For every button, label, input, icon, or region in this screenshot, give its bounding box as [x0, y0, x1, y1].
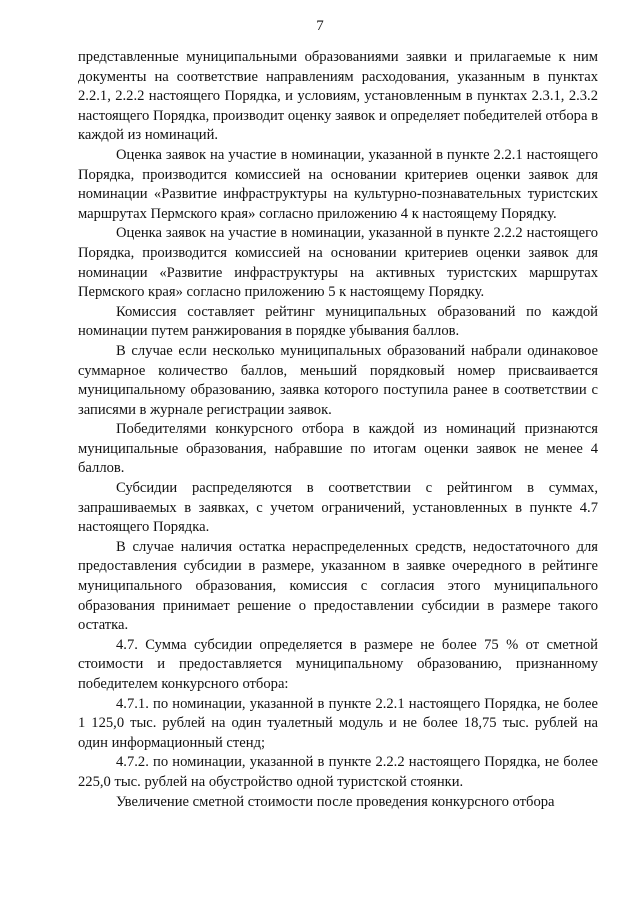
- paragraph-equal-scores: В случае если несколько муниципальных образований набрали одинаковое суммарное количество баллов, меньший порядковый номер присваивается муниципальному образованию, заявка которого поступила ранее в соответствии с записями в журнале регистрации заявок.: [78, 342, 598, 418]
- paragraph-4-7-1: 4.7.1. по номинации, указанной в пункте 2.2.1 настоящего Порядка, не более 1 125,0 тыс. рублей на один туалетный модуль и не более 18,75 тыс. рублей на один информационный стенд;: [78, 695, 598, 751]
- paragraph-4-7-2: 4.7.2. по номинации, указанной в пункте 2.2.2 настоящего Порядка, не более 225,0 тыс. рублей на обустройство одной туристской стоянки.: [78, 754, 598, 790]
- paragraph-commission-rating: Комиссия составляет рейтинг муниципальных образований по каждой номинации путем ранжирования в порядке убывания баллов.: [78, 303, 598, 340]
- document-body: [78, 48, 598, 812]
- paragraph-winners: Победителями конкурсного отбора в каждой из номинаций признаются муниципальные образования, набравшие по итогам оценки заявок не менее 4 баллов.: [78, 421, 598, 477]
- paragraph-continuation: представленные муниципальными образованиями заявки и прилагаемые к ним документы на соответствие направлениям расходования, указанным в пунктах 2.2.1, 2.2.2 настоящего Порядка, и условиям, установленным в пунктах 2.3.1, 2.3.2 настоящего Порядка, производит оценку заявок и определяет победителей отбора в каждой из номинаций.: [78, 49, 598, 144]
- paragraph-remaining-funds: В случае наличия остатка нераспределенных средств, недостаточного для предоставления субсидии в размере, указанном в заявке очередного в рейтинге муниципального образования, комиссия с согласия этого муниципального образования принимает решение о предоставлении субсидии в размере такого остатка.: [78, 538, 598, 634]
- paragraph-evaluation-nomination-2-2-2: Оценка заявок на участие в номинации, указанной в пункте 2.2.2 настоящего Порядка, производится комиссией на основании критериев оценки заявок для номинации «Развитие инфраструктуры на активных туристских маршрутах Пермского края» согласно приложению 5 к настоящему Порядку.: [78, 225, 598, 301]
- paragraph-subsidy-distribution: Субсидии распределяются в соответствии с рейтингом в суммах, запрашиваемых в заявках, с учетом ограничений, установленных в пункте 4.7 настоящего Порядка.: [78, 480, 598, 536]
- paragraph-4-7: 4.7. Сумма субсидии определяется в размере не более 75 % от сметной стоимости и предоставляется муниципальному образованию, признанному победителем конкурсного отбора:: [78, 636, 598, 692]
- paragraph-cost-increase: Увеличение сметной стоимости после проведения конкурсного отбора: [116, 793, 555, 810]
- page-number: 7: [316, 18, 324, 34]
- paragraph-evaluation-nomination-2-2-1: Оценка заявок на участие в номинации, указанной в пункте 2.2.1 настоящего Порядка, производится комиссией на основании критериев оценки заявок для номинации «Развитие инфраструктуры на культурно-познавательных туристских маршрутах Пермского края» согласно приложению 4 к настоящему Порядку.: [78, 146, 598, 222]
